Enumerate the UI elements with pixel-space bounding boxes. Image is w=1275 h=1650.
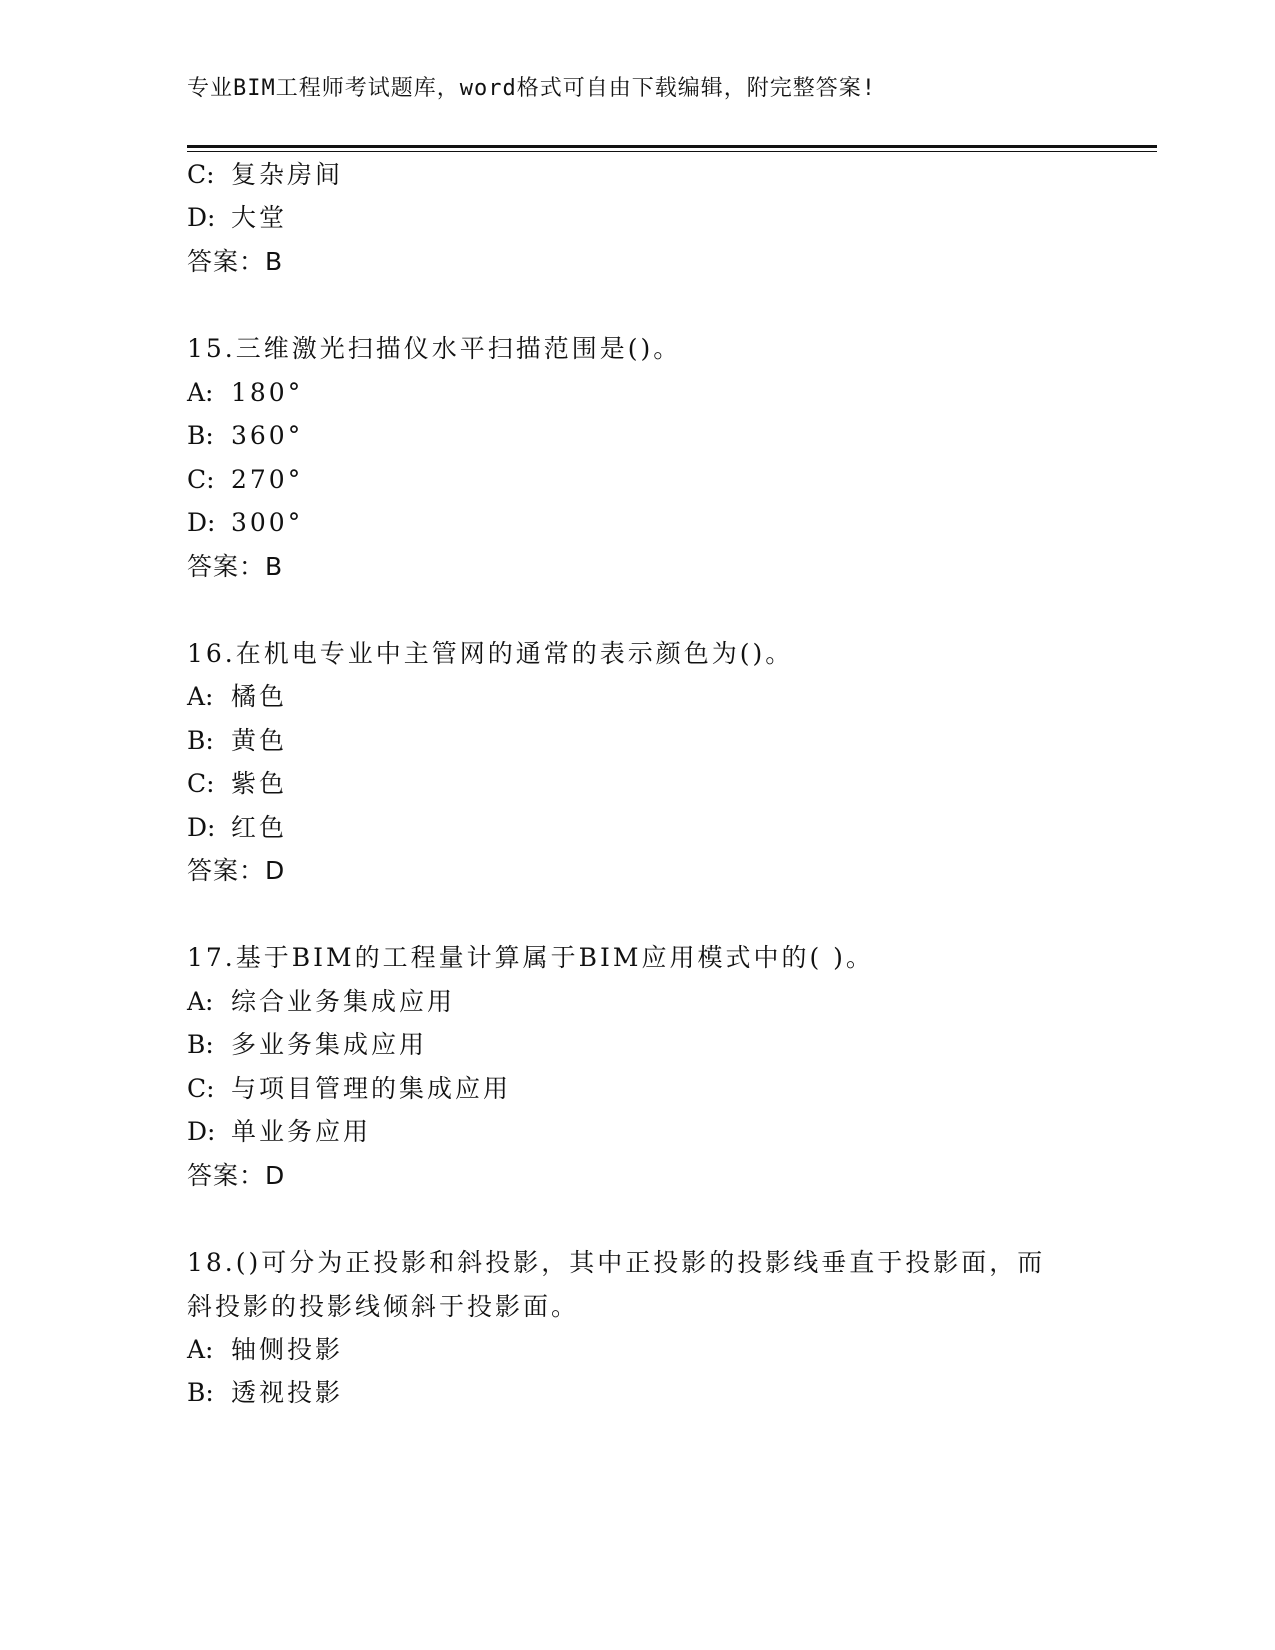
option-c: C: 与项目管理的集成应用 [187,1074,512,1103]
option-c: C: 紫色 [187,769,288,798]
option-d: D: 红色 [187,813,288,842]
question-17-stem: 17.基于BIM的工程量计算属于BIM应用模式中的( )。 [187,943,874,972]
option-a: A: 橘色 [187,682,288,711]
option-a: A: 综合业务集成应用 [187,987,456,1016]
option-b: B: 360° [187,421,304,450]
answer: 答案：D [187,1161,286,1190]
option-c: C: 复杂房间 [187,160,344,189]
answer: 答案：D [187,856,286,885]
option-d: D: 300° [187,508,304,537]
question-18-stem-line1: 18.()可分为正投影和斜投影，其中正投影的投影线垂直于投影面，而 [187,1248,1046,1277]
question-16-stem: 16.在机电专业中主管网的通常的表示颜色为()。 [187,639,794,668]
option-b: B: 透视投影 [187,1378,344,1407]
option-b: B: 黄色 [187,726,288,755]
option-a: A: 轴侧投影 [187,1335,344,1364]
header-rule-thick [187,145,1157,148]
option-d: D: 大堂 [187,203,288,232]
answer: 答案：B [187,247,284,276]
header-rule-thin [187,151,1157,152]
question-18-stem-line2: 斜投影的投影线倾斜于投影面。 [187,1292,580,1321]
option-d: D: 单业务应用 [187,1117,372,1146]
answer: 答案：B [187,552,284,581]
option-b: B: 多业务集成应用 [187,1030,428,1059]
option-c: C: 270° [187,465,304,494]
page-header: 专业BIM工程师考试题库，word格式可自由下载编辑，附完整答案! [187,76,876,101]
option-a: A: 180° [187,378,304,407]
question-15-stem: 15.三维激光扫描仪水平扫描范围是()。 [187,334,682,363]
